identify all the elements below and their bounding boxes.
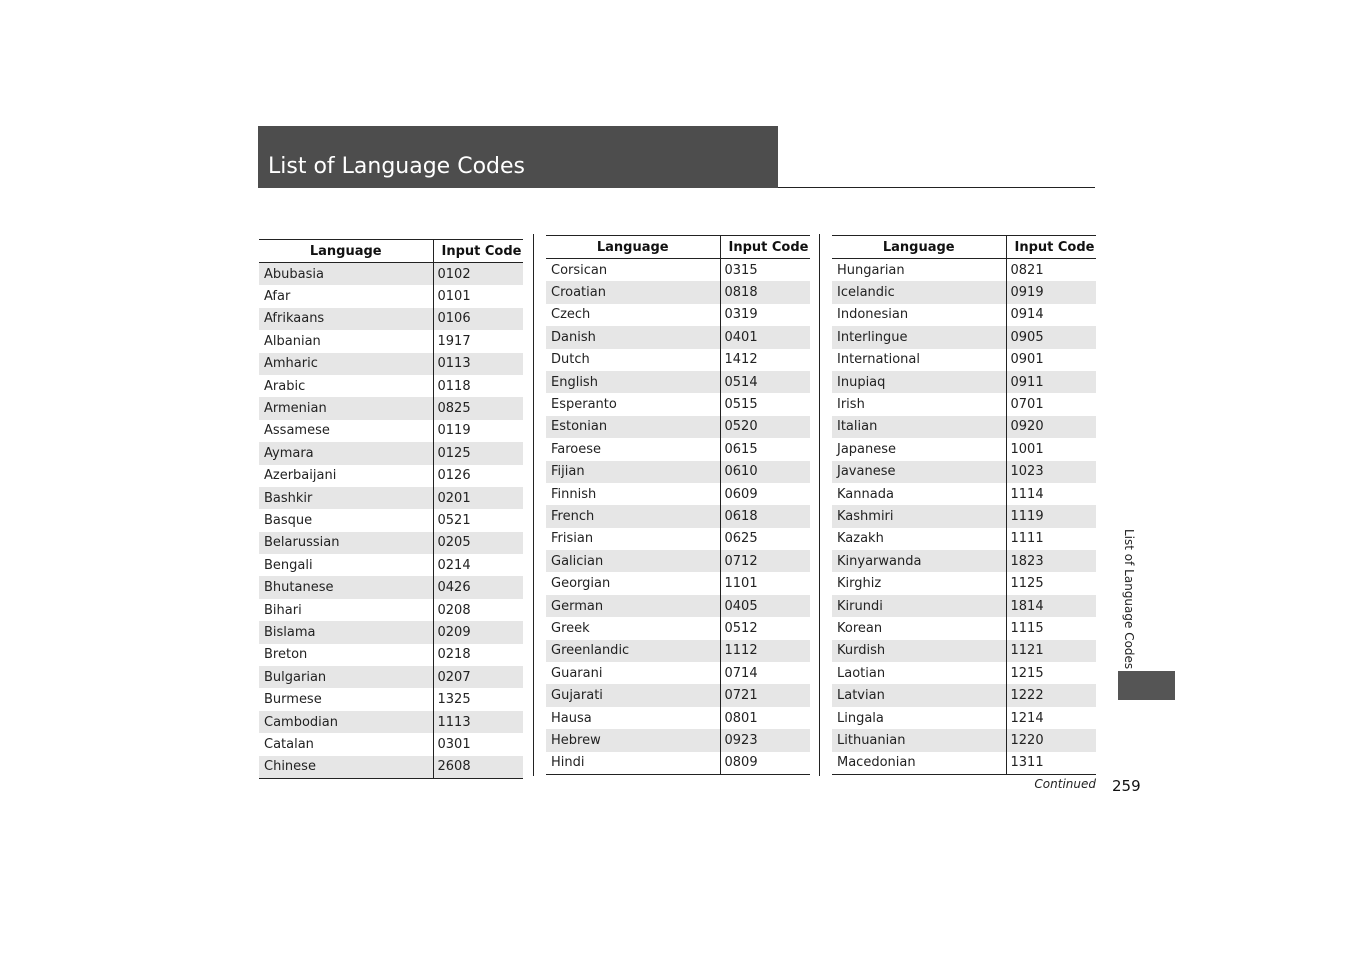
language-name: Kirghiz	[837, 576, 882, 592]
input-code: 1311	[1006, 752, 1096, 775]
language-name: Corsican	[551, 262, 608, 278]
input-code: 0301	[433, 733, 523, 755]
column-divider	[533, 234, 534, 776]
language-name: French	[546, 505, 720, 527]
input-code: 0113	[433, 353, 523, 375]
input-code: 1101	[720, 572, 810, 594]
table-row	[546, 326, 810, 348]
input-code: 0901	[1006, 349, 1096, 371]
language-name: Lithuanian	[832, 729, 1006, 751]
language-name: Galician	[546, 550, 720, 572]
input-code: 0521	[433, 509, 523, 531]
input-code: 0201	[433, 487, 523, 509]
page-title: List of Language Codes	[268, 154, 525, 179]
language-name: Armenian	[259, 397, 433, 419]
table-row	[832, 707, 1096, 729]
input-code: 0919	[1006, 281, 1096, 303]
language-name: Afrikaans	[259, 308, 433, 330]
input-code: 0920	[1006, 416, 1096, 438]
title-rule	[778, 187, 1095, 188]
language-name: Breton	[264, 647, 308, 663]
table-row	[832, 349, 1096, 371]
language-name: Burmese	[264, 692, 322, 708]
language-name: Macedonian	[832, 752, 1006, 775]
language-name: Esperanto	[551, 397, 617, 413]
language-name: Albanian	[264, 333, 321, 349]
table-row	[832, 684, 1096, 706]
table-row	[832, 595, 1096, 617]
table-row	[546, 684, 810, 706]
language-header: Language	[832, 236, 1006, 259]
language-name: Lingala	[837, 710, 884, 726]
language-name: International	[837, 352, 920, 368]
language-name: Bengali	[264, 557, 313, 573]
table-row	[546, 304, 810, 326]
table-row	[259, 733, 523, 755]
language-name: Javanese	[832, 461, 1006, 483]
language-code-table-2	[546, 235, 810, 775]
table-row	[259, 285, 523, 307]
language-name: Laotian	[837, 665, 886, 681]
language-name: Hebrew	[546, 729, 720, 751]
language-header: Language	[546, 236, 720, 259]
table-row	[259, 487, 523, 509]
continued-note: Continued	[1034, 777, 1096, 791]
input-code: 1121	[1006, 640, 1096, 662]
language-name: Frisian	[551, 531, 594, 547]
input-code: 1113	[433, 711, 523, 733]
input-code: 0514	[720, 371, 810, 393]
input-code: 1115	[1006, 617, 1096, 639]
language-name: Assamese	[264, 423, 330, 439]
language-name: Kirundi	[832, 595, 1006, 617]
table-row	[832, 483, 1096, 505]
table-row	[259, 308, 523, 330]
language-name: Icelandic	[832, 281, 1006, 303]
language-name: English	[546, 371, 720, 393]
language-name: Croatian	[546, 281, 720, 303]
table-row	[832, 259, 1096, 282]
table-row	[832, 371, 1096, 393]
input-code: 0610	[720, 461, 810, 483]
language-name: Kinyarwanda	[832, 550, 1006, 572]
table-row	[259, 353, 523, 375]
table-row	[546, 416, 810, 438]
table-row	[546, 617, 810, 639]
input-code: 0207	[433, 666, 523, 688]
input-code: 1823	[1006, 550, 1096, 572]
language-code-table-1	[259, 239, 523, 779]
input-code: 1412	[720, 349, 810, 371]
input-code: 1114	[1006, 483, 1096, 505]
input-code: 0923	[720, 729, 810, 751]
input-code-header: Input Code	[720, 236, 810, 259]
input-code: 0209	[433, 621, 523, 643]
language-name: Estonian	[546, 416, 720, 438]
input-code-header: Input Code	[1006, 236, 1096, 259]
section-tab	[1118, 671, 1175, 700]
input-code: 0218	[433, 644, 523, 666]
language-name: Bihari	[264, 602, 302, 618]
table-row	[832, 281, 1096, 303]
language-name: Bulgarian	[259, 666, 433, 688]
input-code: 1001	[1006, 438, 1096, 460]
input-code: 0609	[720, 483, 810, 505]
table-row	[832, 326, 1096, 348]
input-code: 1112	[720, 640, 810, 662]
language-name: Georgian	[551, 576, 611, 592]
table-row	[832, 393, 1096, 415]
language-name: Indonesian	[837, 307, 909, 323]
input-code: 0714	[720, 662, 810, 684]
language-name: Inupiaq	[832, 371, 1006, 393]
table-row	[259, 666, 523, 688]
language-name: Faroese	[551, 441, 602, 457]
input-code: 0426	[433, 576, 523, 598]
input-code: 1119	[1006, 505, 1096, 527]
input-code: 1222	[1006, 684, 1096, 706]
title-bar	[258, 126, 778, 188]
input-code: 0712	[720, 550, 810, 572]
language-name: Gujarati	[546, 684, 720, 706]
language-name: Interlingue	[832, 326, 1006, 348]
language-name: Arabic	[264, 378, 306, 394]
language-name: Bashkir	[259, 487, 433, 509]
language-name: Cambodian	[259, 711, 433, 733]
language-name: Kurdish	[832, 640, 1006, 662]
table-row	[546, 349, 810, 371]
input-code: 0515	[720, 393, 810, 415]
language-name: Czech	[551, 307, 591, 323]
language-name: Dutch	[551, 352, 590, 368]
language-name: Azerbaijani	[264, 468, 337, 484]
table-row	[546, 438, 810, 460]
input-code: 1220	[1006, 729, 1096, 751]
input-code: 0401	[720, 326, 810, 348]
input-code: 0125	[433, 442, 523, 464]
table-row	[546, 483, 810, 505]
language-name: Korean	[837, 620, 883, 636]
input-code: 1125	[1006, 572, 1096, 594]
table-row	[259, 688, 523, 710]
language-name: Belarussian	[259, 532, 433, 554]
language-name: Bislama	[259, 621, 433, 643]
language-name: Italian	[832, 416, 1006, 438]
input-code: 0101	[433, 285, 523, 307]
table-row	[546, 281, 810, 303]
page-number: 259	[1112, 777, 1141, 795]
input-code: 0126	[433, 465, 523, 487]
table-row	[832, 572, 1096, 594]
table-row	[546, 595, 810, 617]
input-code: 0520	[720, 416, 810, 438]
input-code: 0911	[1006, 371, 1096, 393]
table-row	[259, 420, 523, 442]
input-code: 0821	[1006, 259, 1096, 282]
input-code: 2608	[433, 756, 523, 779]
table-row	[259, 644, 523, 666]
table-row	[546, 662, 810, 684]
table-row	[832, 729, 1096, 751]
table-row	[546, 393, 810, 415]
input-code: 1214	[1006, 707, 1096, 729]
input-code: 0102	[433, 263, 523, 286]
table-row	[259, 532, 523, 554]
table-row	[546, 259, 810, 282]
language-name: Japanese	[837, 441, 897, 457]
table-row	[546, 640, 810, 662]
table-row	[259, 465, 523, 487]
input-code: 0618	[720, 505, 810, 527]
table-row	[832, 416, 1096, 438]
table-row	[259, 442, 523, 464]
input-code: 1215	[1006, 662, 1096, 684]
language-name: Chinese	[259, 756, 433, 779]
input-code: 0315	[720, 259, 810, 282]
input-code: 1325	[433, 688, 523, 710]
table-row	[259, 599, 523, 621]
table-row	[546, 505, 810, 527]
language-name: Afar	[264, 289, 291, 305]
table-row	[259, 375, 523, 397]
language-name: Irish	[837, 397, 865, 413]
table-row	[832, 617, 1096, 639]
language-name: Aymara	[259, 442, 433, 464]
input-code: 0106	[433, 308, 523, 330]
language-name: Greenlandic	[546, 640, 720, 662]
table-row	[832, 752, 1096, 775]
language-name: Hungarian	[837, 262, 905, 278]
table-row	[832, 662, 1096, 684]
table-row	[546, 707, 810, 729]
input-code: 0721	[720, 684, 810, 706]
input-code: 0118	[433, 375, 523, 397]
table-row	[832, 528, 1096, 550]
language-name: German	[546, 595, 720, 617]
table-row	[259, 756, 523, 779]
input-code: 0809	[720, 752, 810, 775]
table-row	[259, 576, 523, 598]
language-name: Fijian	[546, 461, 720, 483]
language-name: Bhutanese	[259, 576, 433, 598]
input-code: 1917	[433, 330, 523, 352]
table-row	[259, 263, 523, 286]
input-code-header: Input Code	[433, 240, 523, 263]
table-row	[832, 461, 1096, 483]
table-row	[832, 505, 1096, 527]
language-name: Danish	[546, 326, 720, 348]
table-row	[259, 330, 523, 352]
language-name: Finnish	[551, 486, 597, 502]
table-row	[259, 621, 523, 643]
table-row	[546, 371, 810, 393]
table-row	[546, 752, 810, 775]
language-name: Hindi	[546, 752, 720, 775]
language-name: Basque	[264, 512, 313, 528]
table-row	[259, 509, 523, 531]
language-name: Abubasia	[259, 263, 433, 286]
side-section-label: List of Language Codes	[1122, 529, 1136, 670]
input-code: 0512	[720, 617, 810, 639]
input-code: 0615	[720, 438, 810, 460]
input-code: 0825	[433, 397, 523, 419]
table-row	[546, 461, 810, 483]
input-code: 0319	[720, 304, 810, 326]
language-name: Catalan	[264, 736, 314, 752]
language-code-table-3	[832, 235, 1096, 775]
language-name: Kannada	[837, 486, 894, 502]
input-code: 0119	[433, 420, 523, 442]
input-code: 0214	[433, 554, 523, 576]
table-row	[259, 711, 523, 733]
column-divider	[819, 234, 820, 776]
input-code: 1023	[1006, 461, 1096, 483]
input-code: 0801	[720, 707, 810, 729]
table-row	[546, 729, 810, 751]
table-row	[832, 550, 1096, 572]
table-row	[832, 438, 1096, 460]
language-name: Hausa	[551, 710, 592, 726]
table-row	[832, 304, 1096, 326]
input-code: 1111	[1006, 528, 1096, 550]
language-name: Latvian	[832, 684, 1006, 706]
language-header: Language	[259, 240, 433, 263]
table-row	[546, 528, 810, 550]
language-name: Amharic	[259, 353, 433, 375]
input-code: 0914	[1006, 304, 1096, 326]
input-code: 0208	[433, 599, 523, 621]
input-code: 0625	[720, 528, 810, 550]
input-code: 0205	[433, 532, 523, 554]
table-row	[259, 397, 523, 419]
table-row	[259, 554, 523, 576]
input-code: 0701	[1006, 393, 1096, 415]
language-name: Kazakh	[837, 531, 884, 547]
input-code: 0818	[720, 281, 810, 303]
language-name: Greek	[551, 620, 590, 636]
language-name: Guarani	[551, 665, 603, 681]
table-row	[546, 550, 810, 572]
table-row	[546, 572, 810, 594]
table-row	[832, 640, 1096, 662]
input-code: 1814	[1006, 595, 1096, 617]
input-code: 0405	[720, 595, 810, 617]
input-code: 0905	[1006, 326, 1096, 348]
language-name: Kashmiri	[832, 505, 1006, 527]
